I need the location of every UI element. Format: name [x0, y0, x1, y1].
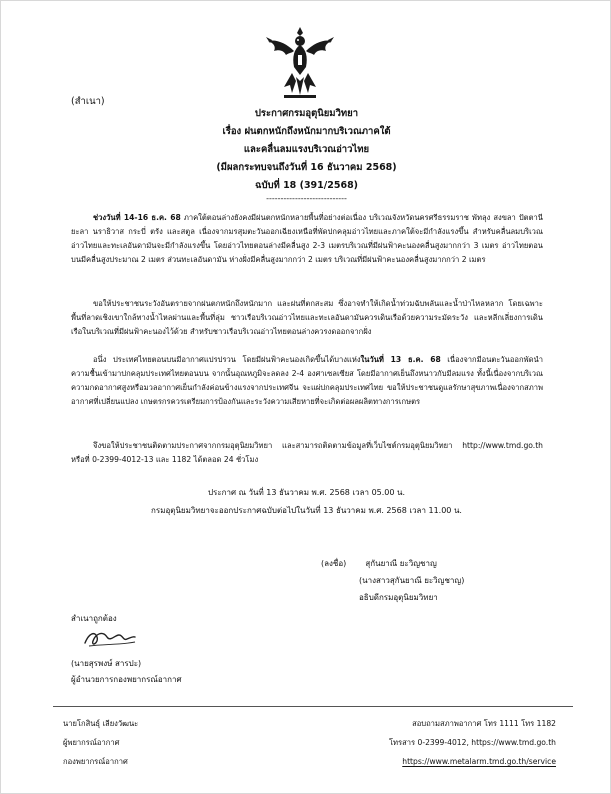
- announcement-effective-date: (มีผลกระทบจนถึงวันที่ 16 ธันวาคม 2568): [216, 162, 397, 173]
- contact-fax-website[interactable]: โทรสาร 0-2399-4012, https://www.tmd.go.th: [388, 738, 556, 747]
- paragraph-forecast: [71, 211, 543, 267]
- announcement-issue-number: ฉบับที่ 18 (391/2568): [254, 180, 359, 191]
- upper-thailand-date: ในวันที่ 13 ธ.ค. 68: [360, 355, 441, 364]
- signed-name: สุกันยาณี ยะวิญชาญ: [365, 559, 437, 568]
- next-issue-line: กรมอุตุนิยมวิทยาจะออกประกาศฉบับต่อไปในวันที่ 13 ธันวาคม พ.ศ. 2568 เวลา 11.00 น.: [151, 506, 462, 515]
- upper-thailand-text-b: เนื่องจากมีอนตะวันออกพัดนำความชื้นเข้ามาปกคลุมประเทศไทยตอนบน จากนั้นอุณหภูมิจะลดลง 2-4 องศาเซลเซียส โดยมีอากาศเย็นถึงหนาวกับมีลมแรง ทั้งนี้เนื่องจากบริเวณความกดอากาศสูงหรือมวลอากาศเย็นกำลังค่อนข้างแรงจากประเทศจีน จะแผ่ปกคลุมประเทศไทย ขอให้ประชาชนดูแลรักษาสุขภาพเนื่องจากสภาพอากาศที่เปลี่ยนแปลง เกษตรกรควรเตรียมการป้องกันและระวังความเสียหายที่จะเกิดต่อผลผลิตทางการเกษตร: [71, 355, 543, 406]
- signed-label: (ลงชื่อ): [321, 559, 347, 568]
- forecaster-division: กองพยากรณ์อากาศ: [63, 757, 128, 766]
- announcement-subject-line-1: เรื่อง ฝนตกหนักถึงหนักมากบริเวณภาคใต้: [222, 126, 391, 137]
- contact-phone: สอบถามสภาพอากาศ โทร 1111 โทร 1182: [412, 719, 556, 728]
- garuda-emblem-icon: [264, 25, 336, 105]
- upper-thailand-text-a: อนึ่ง ประเทศไทยตอนบนมีอากาศแปรปรวน โดยมีฝนฟ้าคะนองเกิดขึ้นได้บางแห่ง: [93, 355, 361, 364]
- footer-left: [63, 714, 138, 771]
- warning-text: ขอให้ประชาชนระวังอันตรายจากฝนตกหนักถึงหนักมาก และฝนที่ตกสะสม ซึ่งอาจทำให้เกิดน้ำท่วมฉับพลันและน้ำป่าไหลหลาก โดยเฉพาะพื้นที่ลาดเชิงเขาใกล้ทางน้ำไหลผ่านและพื้นที่ลุ่ม ชาวเรือบริเวณอ่าวไทยและทะเลอันดามันควรเดินเรือด้วยความระมัดระวัง และหลีกเลี่ยงการเดินเรือในบริเวณที่มีฝนฟ้าคะนองไว้ด้วย สำหรับชาวเรือบริเวณอ่าวไทยตอนล่างควรงดออกจากฝั่ง: [71, 299, 543, 336]
- paragraph-upper-thailand: [71, 353, 543, 409]
- follow-updates-text: จึงขอให้ประชาชนติดตามประกาศจากกรมอุตุนิยมวิทยา และสามารถติดตามข้อมูลที่เว็บไซต์กรมอุตุนิยมวิทยา http://www.tmd.go.th หรือที่ 0-2399-4012-13 และ 1182 ได้ตลอด 24 ชั่วโมง: [71, 441, 543, 464]
- signature-row: [321, 555, 464, 572]
- forecast-period: ช่วงวันที่ 14-16 ธ.ค. 68: [93, 213, 181, 222]
- verification-label: สำเนาถูกต้อง: [71, 614, 117, 623]
- forecaster-name: นายโกสินธุ์ เลียงวัฒนะ: [63, 719, 139, 728]
- header-separator: ----------------------------: [266, 194, 347, 203]
- verifier-name: (นายสุรพงษ์ สารปะ): [71, 659, 142, 668]
- issued-at-line: ประกาศ ณ วันที่ 13 ธันวาคม พ.ศ. 2568 เวลา 05.00 น.: [207, 488, 406, 497]
- signer-position: อธิบดีกรมอุตุนิยมวิทยา: [359, 593, 438, 602]
- forecast-text: ภาคใต้ตอนล่างยังคงมีฝนตกหนักหลายพื้นที่อย่างต่อเนื่อง บริเวณจังหวัดนครศรีธรรมราช พัทลุง สงขลา ปัตตานี ยะลา นราธิวาส กระบี่ ตรัง และสตูล เนื่องจากมรสุมตะวันออกเฉียงเหนือที่พัดปกคลุมอ่าวไทยและภาคใต้จะมีกำลังแรงขึ้น สำหรับคลื่นลมบริเวณอ่าวไทยและทะเลอันดามันจะมีกำลังแรงขึ้น โดยอ่าวไทยตอนล่างมีคลื่นสูง 2-3 เมตรบริเวณที่มีฝนฟ้าคะนองคลื่นสูงมากกว่า 3 เมตร อ่าวไทยตอนบนมีคลื่นสูงประมาณ 2 เมตร ส่วนทะเลอันดามัน ห่างฝั่งมีคลื่นสูงมากกว่า 2 เมตร บริเวณที่มีฝนฟ้าคะนองคลื่นสูงมากกว่า 2 เมตร: [71, 213, 543, 264]
- announcement-org-title: ประกาศกรมอุตุนิยมวิทยา: [254, 108, 359, 119]
- metalarm-link[interactable]: https://www.metalarm.tmd.go.th/service: [402, 757, 556, 766]
- footer-divider: [53, 706, 573, 707]
- copy-label: (สำเนา): [71, 96, 105, 107]
- signer-full-name: (นางสาวสุกันยาณี ยะวิญชาญ): [359, 576, 465, 585]
- verifier-position: ผู้อำนวยการกองพยากรณ์อากาศ: [71, 675, 182, 684]
- forecaster-title: ผู้พยากรณ์อากาศ: [63, 738, 120, 747]
- handwritten-signature-icon: [81, 625, 143, 651]
- announcement-subject-line-2: และคลื่นลมแรงบริเวณอ่าวไทย: [243, 144, 370, 155]
- paragraph-follow-updates: [71, 439, 543, 467]
- signature-block: [321, 555, 464, 606]
- footer-right: [389, 714, 556, 771]
- paragraph-warning: [71, 297, 543, 339]
